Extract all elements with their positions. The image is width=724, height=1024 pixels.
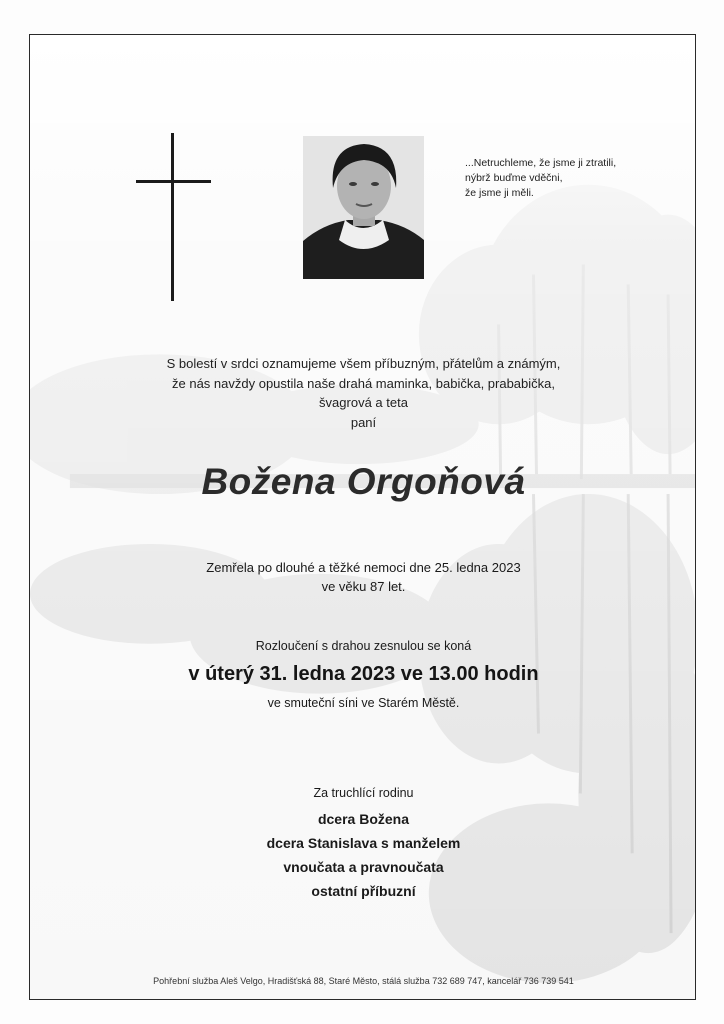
mourner-item: vnoučata a pravnoučata <box>283 859 444 875</box>
mourner-item: dcera Božena <box>317 811 410 827</box>
cross-horizontal-bar <box>136 180 211 183</box>
mourners-list <box>30 807 696 903</box>
mourner-item: dcera Stanislava s manželem <box>266 835 461 851</box>
quote <box>465 156 616 201</box>
death-notice <box>30 558 696 596</box>
mourner-item: ostatní příbuzní <box>311 883 416 899</box>
quote-line: nýbrž buďme vděčni, <box>465 172 563 184</box>
announcement-line: S bolestí v srdci oznamujeme všem příbuzným, přátelům a známým, <box>166 356 561 371</box>
mourners-intro: Za truchlící rodinu <box>313 786 414 800</box>
announcement-line: paní <box>350 414 377 430</box>
portrait-image <box>303 136 424 279</box>
funeral-service-footer: Pohřební služba Aleš Velgo, Hradišťská 88, Staré Město, stálá služba 732 689 747, kancelář 736 739 541 <box>153 976 574 986</box>
death-line: Zemřela po dlouhé a těžké nemoci dne 25. ledna 2023 <box>206 560 521 575</box>
cross-vertical-bar <box>171 133 174 301</box>
quote-line: že jsme ji měli. <box>465 187 534 199</box>
funeral-place: ve smuteční síni ve Starém Městě. <box>267 696 460 710</box>
quote-line: ...Netruchleme, že jsme ji ztratili, <box>465 157 617 169</box>
funeral-datetime: v úterý 31. ledna 2023 ve 13.00 hodin <box>188 663 539 685</box>
death-line: ve věku 87 let. <box>321 579 406 594</box>
deceased-portrait <box>303 136 424 279</box>
announcement <box>30 354 696 432</box>
deceased-name: Božena Orgoňová <box>201 461 526 502</box>
announcement-line: že nás navždy opustila naše drahá maminka, babička, prababička, <box>172 375 555 391</box>
announcement-line: švagrová a teta <box>319 395 408 410</box>
funeral-intro: Rozloučení s drahou zesnulou se koná <box>255 639 472 653</box>
obituary-frame <box>29 34 696 1000</box>
